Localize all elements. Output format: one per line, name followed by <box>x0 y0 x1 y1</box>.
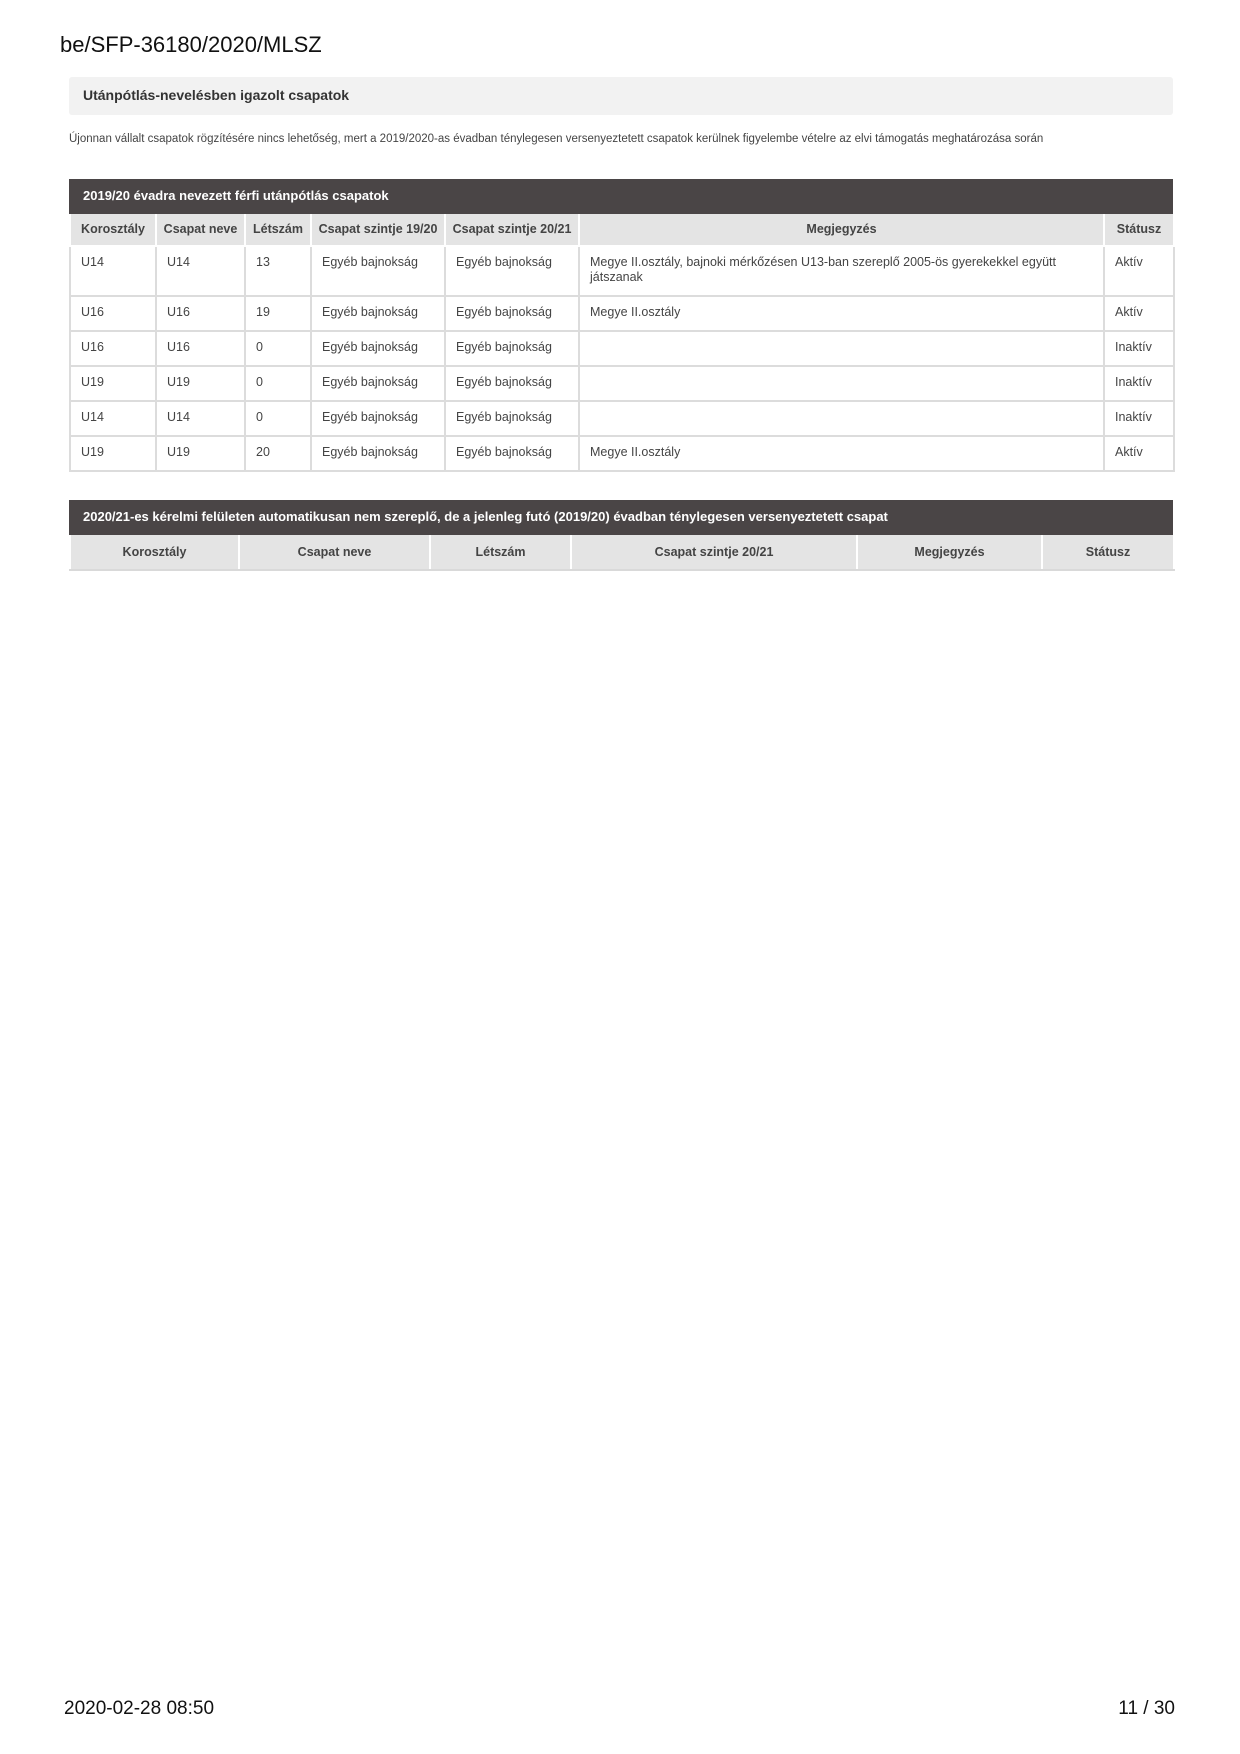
cell-note <box>579 366 1104 401</box>
cell-level-2021: Egyéb bajnokság <box>445 331 579 366</box>
cell-status: Aktív <box>1104 246 1174 296</box>
cell-level-2021: Egyéb bajnokság <box>445 246 579 296</box>
cell-status: Inaktív <box>1104 331 1174 366</box>
cell-team-name: U14 <box>156 246 245 296</box>
section-title: Utánpótlás-nevelésben igazolt csapatok <box>69 77 1173 115</box>
table-row <box>70 296 1174 331</box>
cell-age-group: U16 <box>70 331 156 366</box>
extra-teams-table-title: 2020/21-es kérelmi felületen automatikusan nem szereplő, de a jelenleg futó (2019/20) évadban ténylegesen versenyeztetett csapat <box>69 500 1173 535</box>
column-header-age-group: Korosztály <box>70 535 239 570</box>
cell-level-1920: Egyéb bajnokság <box>311 331 445 366</box>
extra-teams-table-block <box>69 500 1173 571</box>
column-header-team-name: Csapat neve <box>156 214 245 246</box>
table-header-row <box>70 535 1174 570</box>
cell-age-group: U14 <box>70 401 156 436</box>
youth-teams-table-title: 2019/20 évadra nevezett férfi utánpótlás csapatok <box>69 179 1173 214</box>
cell-headcount: 20 <box>245 436 311 471</box>
cell-level-1920: Egyéb bajnokság <box>311 436 445 471</box>
column-header-status: Státusz <box>1104 214 1174 246</box>
column-header-headcount: Létszám <box>430 535 571 570</box>
footer-page-number: 11 / 30 <box>1118 1698 1175 1719</box>
table-row <box>70 401 1174 436</box>
cell-age-group: U19 <box>70 436 156 471</box>
cell-team-name: U19 <box>156 436 245 471</box>
column-header-status: Státusz <box>1042 535 1174 570</box>
cell-level-2021: Egyéb bajnokság <box>445 401 579 436</box>
cell-level-1920: Egyéb bajnokság <box>311 246 445 296</box>
table-row <box>70 366 1174 401</box>
column-header-team-name: Csapat neve <box>239 535 430 570</box>
cell-note <box>579 331 1104 366</box>
cell-level-1920: Egyéb bajnokság <box>311 296 445 331</box>
cell-team-name: U16 <box>156 331 245 366</box>
cell-team-name: U16 <box>156 296 245 331</box>
youth-teams-table <box>69 214 1175 472</box>
table-row <box>70 246 1174 296</box>
column-header-note: Megjegyzés <box>579 214 1104 246</box>
table-row <box>70 331 1174 366</box>
cell-status: Aktív <box>1104 436 1174 471</box>
cell-note <box>579 401 1104 436</box>
cell-age-group: U14 <box>70 246 156 296</box>
document-id: be/SFP-36180/2020/MLSZ <box>60 32 322 57</box>
cell-level-1920: Egyéb bajnokság <box>311 366 445 401</box>
column-header-age-group: Korosztály <box>70 214 156 246</box>
cell-team-name: U19 <box>156 366 245 401</box>
cell-note: Megye II.osztály <box>579 436 1104 471</box>
column-header-level-2021: Csapat szintje 20/21 <box>571 535 857 570</box>
cell-headcount: 13 <box>245 246 311 296</box>
column-header-headcount: Létszám <box>245 214 311 246</box>
cell-status: Inaktív <box>1104 366 1174 401</box>
cell-level-1920: Egyéb bajnokság <box>311 401 445 436</box>
column-header-note: Megjegyzés <box>857 535 1042 570</box>
cell-headcount: 0 <box>245 366 311 401</box>
intro-text: Újonnan vállalt csapatok rögzítésére nincs lehetőség, mert a 2019/2020-as évadban ténylegesen versenyeztetett csapatok kerülnek figyelembe vételre az elvi támogatás meghatározása során <box>69 133 1044 145</box>
youth-teams-table-block <box>69 179 1173 472</box>
cell-level-2021: Egyéb bajnokság <box>445 296 579 331</box>
cell-headcount: 0 <box>245 401 311 436</box>
cell-note: Megye II.osztály, bajnoki mérkőzésen U13-ban szereplő 2005-ös gyerekekkel együtt játszanak <box>579 246 1104 296</box>
cell-age-group: U16 <box>70 296 156 331</box>
footer-timestamp: 2020-02-28 08:50 <box>64 1698 215 1719</box>
cell-team-name: U14 <box>156 401 245 436</box>
cell-note: Megye II.osztály <box>579 296 1104 331</box>
table-row <box>70 436 1174 471</box>
table-header-row <box>70 214 1174 246</box>
cell-status: Inaktív <box>1104 401 1174 436</box>
cell-level-2021: Egyéb bajnokság <box>445 436 579 471</box>
extra-teams-table <box>69 535 1175 571</box>
cell-headcount: 19 <box>245 296 311 331</box>
cell-status: Aktív <box>1104 296 1174 331</box>
cell-headcount: 0 <box>245 331 311 366</box>
column-header-level-2021: Csapat szintje 20/21 <box>445 214 579 246</box>
cell-age-group: U19 <box>70 366 156 401</box>
cell-level-2021: Egyéb bajnokság <box>445 366 579 401</box>
column-header-level-1920: Csapat szintje 19/20 <box>311 214 445 246</box>
